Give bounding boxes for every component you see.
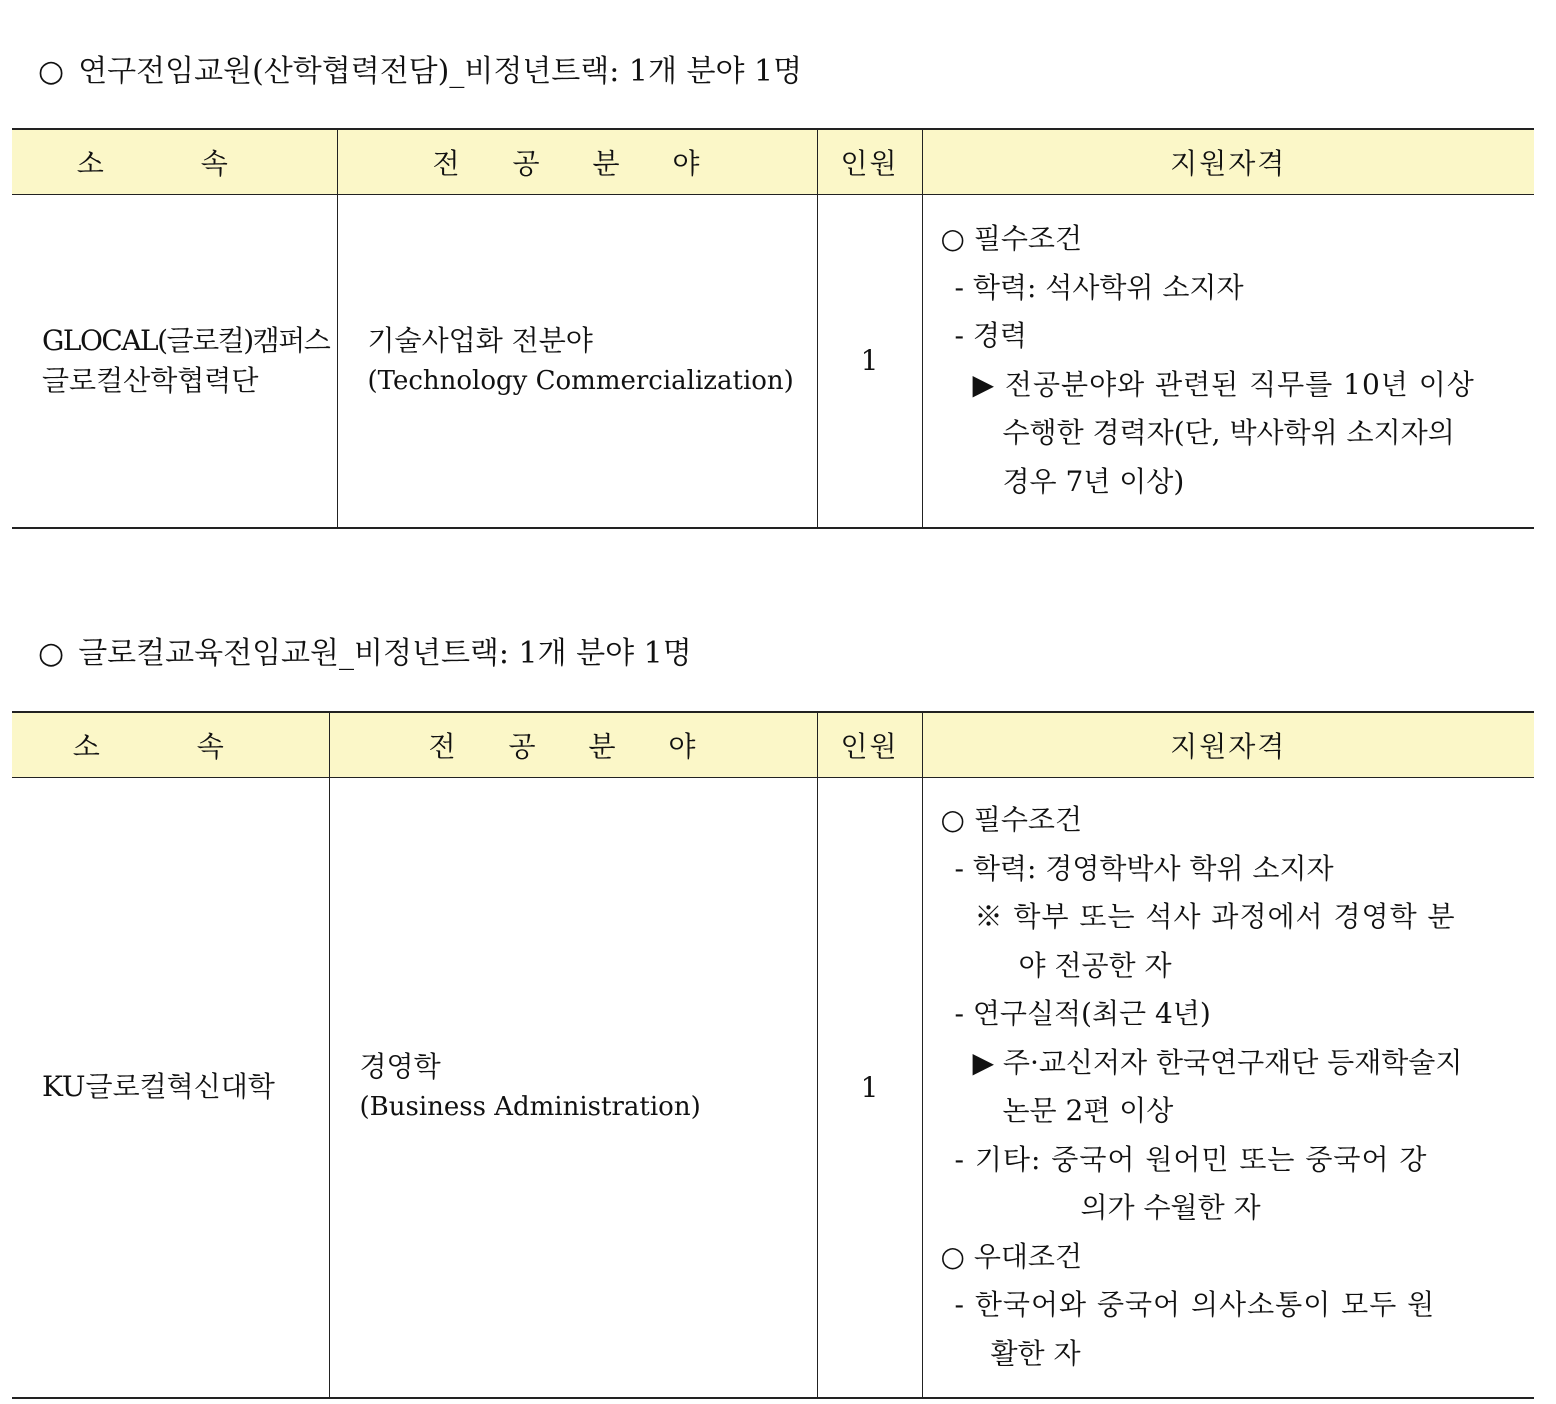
qualification-cell: [922, 195, 1534, 528]
count-cell: 1: [817, 195, 922, 528]
qualification-line: - 기타: 중국어 원어민 또는 중국어 강: [954, 1142, 1428, 1176]
header-qualification: 지원자격: [922, 129, 1534, 195]
unit-cell: [12, 778, 329, 1398]
circle-bullet-icon: ○: [38, 54, 65, 89]
qualification-line: - 경력: [954, 319, 1027, 353]
qualification-line: 경우 7년 이상): [1002, 464, 1185, 498]
table-row: [12, 778, 1534, 1398]
field-cell: [329, 778, 817, 1398]
field-line: 경영학: [359, 1050, 441, 1084]
circle-bullet-icon: ○: [38, 636, 65, 671]
header-count: 인원: [817, 129, 922, 195]
qualification-line: - 연구실적(최근 4년): [954, 997, 1211, 1031]
table-header-row: [12, 129, 1534, 195]
qualification-line: - 학력: 경영학박사 학위 소지자: [954, 851, 1334, 885]
unit-line: KU글로컬혁신대학: [42, 1070, 275, 1104]
table-header-row: [12, 712, 1534, 778]
section-title-text: 연구전임교원(산학협력전담)_비정년트랙: 1개 분야 1명: [78, 54, 803, 89]
table-row: [12, 195, 1534, 528]
qualification-line: - 한국어와 중국어 의사소통이 모두 원: [954, 1288, 1436, 1322]
header-unit: 소 속: [12, 712, 329, 778]
header-field: 전 공 분 야: [337, 129, 817, 195]
unit-line: 글로컬산학협력단: [42, 363, 259, 397]
header-count: 인원: [817, 712, 922, 778]
qualification-line: ※ 학부 또는 석사 과정에서 경영학 분: [974, 900, 1456, 934]
field-line: 기술사업화 전분야: [367, 323, 593, 357]
section-title-glocal-education-faculty: [38, 634, 692, 674]
section-title-text: 글로컬교육전임교원_비정년트랙: 1개 분야 1명: [78, 636, 692, 671]
field-line: (Technology Commercialization): [367, 365, 794, 396]
section-title-research-faculty: [38, 52, 802, 92]
field-line: (Business Administration): [359, 1092, 701, 1123]
qualification-line: ▶ 전공분야와 관련된 직무를 10년 이상: [972, 367, 1475, 401]
header-field: 전 공 분 야: [329, 712, 817, 778]
qualification-line: 의가 수월한 자: [1080, 1191, 1261, 1225]
unit-cell: [12, 195, 337, 528]
qualification-line: ▶ 주·교신저자 한국연구재단 등재학술지: [972, 1045, 1463, 1079]
qualification-line: 활한 자: [990, 1336, 1081, 1370]
qualification-line: ○ 필수조건: [940, 222, 1083, 256]
qualification-line: 야 전공한 자: [1018, 948, 1172, 982]
qualification-line: ○ 우대조건: [940, 1239, 1083, 1273]
research-faculty-table: [12, 128, 1534, 529]
qualification-cell: [922, 778, 1534, 1398]
qualification-line: - 학력: 석사학위 소지자: [954, 270, 1244, 304]
unit-line: GLOCAL(글로컬)캠퍼스: [42, 323, 330, 357]
header-unit: 소 속: [12, 129, 337, 195]
header-qualification: 지원자격: [922, 712, 1534, 778]
qualification-line: 논문 2편 이상: [1002, 1094, 1174, 1128]
field-cell: [337, 195, 817, 528]
education-faculty-table: [12, 711, 1534, 1399]
qualification-line: ○ 필수조건: [940, 803, 1083, 837]
count-cell: 1: [817, 778, 922, 1398]
qualification-line: 수행한 경력자(단, 박사학위 소지자의: [1002, 416, 1455, 450]
